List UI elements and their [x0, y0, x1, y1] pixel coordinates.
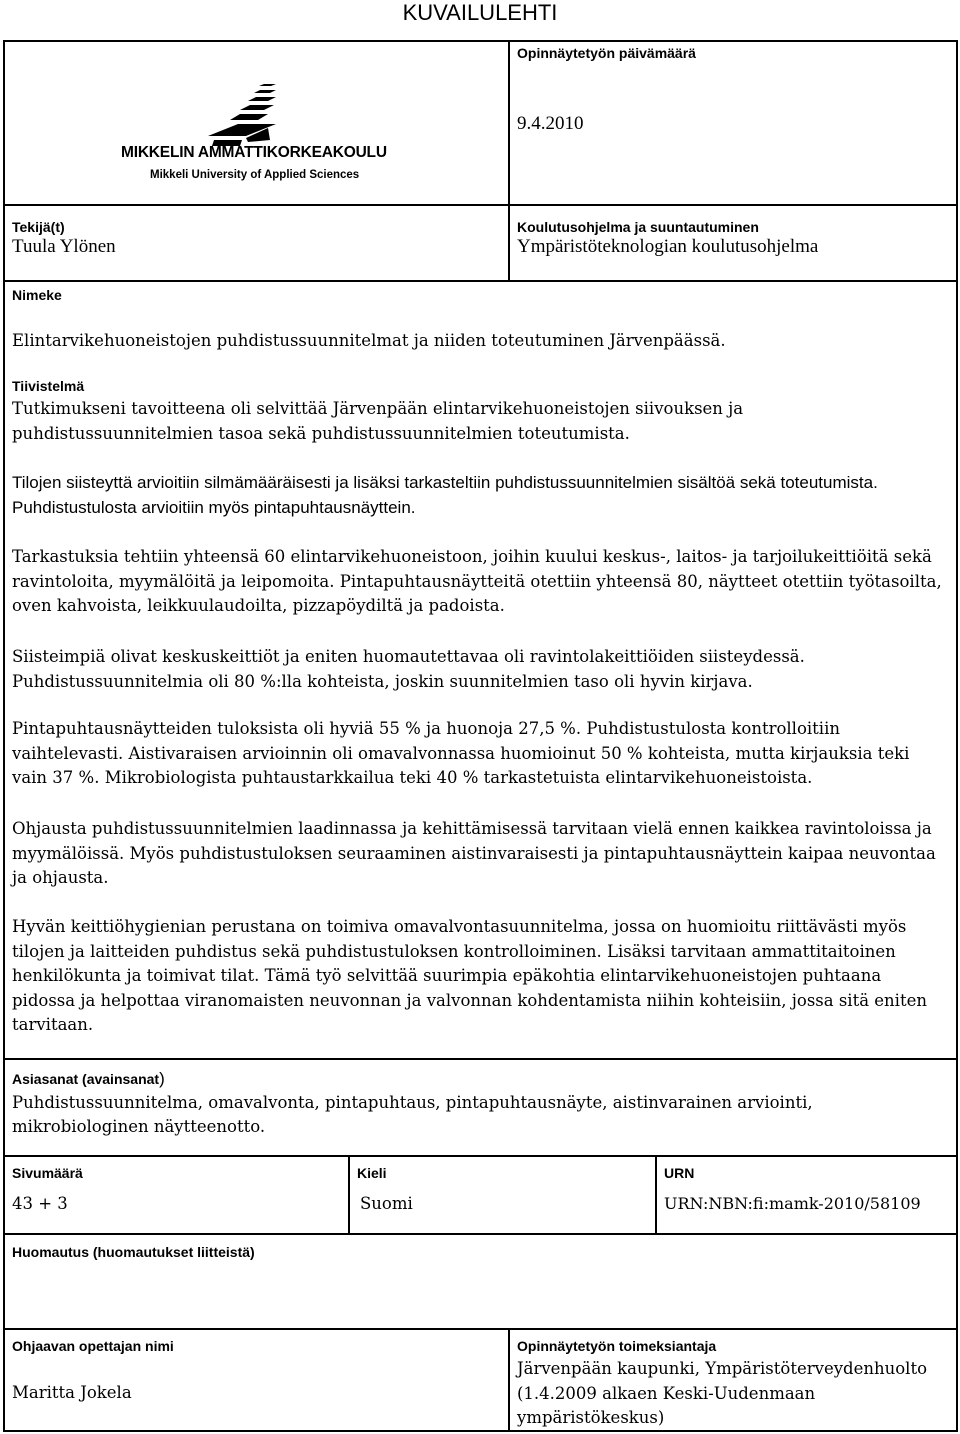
title-label: Nimeke [12, 287, 62, 303]
divider [655, 1155, 657, 1233]
date-label: Opinnäytetyön päivämäärä [517, 45, 696, 61]
divider [3, 1328, 958, 1330]
commissioner-label: Opinnäytetyön toimeksiantaja [517, 1338, 717, 1354]
divider [3, 1155, 958, 1157]
thesis-title: Elintarvikehuoneistojen puhdistussuunnitelmat ja niiden toteutuminen Järvenpäässä. [12, 331, 726, 350]
abstract-paragraph: Ohjausta puhdistussuunnitelmien laadinnassa ja kehittämisessä tarvitaan vielä ennen kaikkea ravintoloissa ja myymälöissä. Myös puhdistustuloksen seuraaminen aistinvaraisesti ja pintapuhtausnäyttein kaipaa neuvontaa ja ohjausta. [12, 819, 936, 887]
commissioner-value: Järvenpään kaupunki, Ympäristöterveydenhuolto (1.4.2009 alkaen Keski-Uudenmaan ympäristökeskus) [517, 1359, 928, 1427]
date-value: 9.4.2010 [517, 113, 584, 134]
abstract-paragraph: Hyvän keittiöhygienian perustana on toimiva omavalvontasuunnitelma, jossa on huomioitu riittävästi myös tilojen ja laitteiden puhdistus sekä puhdistustuloksen kontrolloiminen. Lisäksi tarvitaan ammattitaitoinen henkilökunta ja toimivat tilat. Tämä työ selvittää suurimpia epäkohtia elintarvikehuoneistojen puhtaana pidossa ja helpottaa viranomaisten neuvonnan ja valvonnan kohdentamista niihin kohteisiin, jossa sitä eniten tarvitaan. [12, 917, 927, 1034]
divider [3, 1233, 958, 1235]
author-label: Tekijä(t) [12, 219, 65, 235]
divider [508, 1328, 510, 1432]
supervisor-label: Ohjaavan opettajan nimi [12, 1338, 174, 1354]
keywords-label-paren: ) [159, 1069, 165, 1088]
programme-label: Koulutusohjelma ja suuntautuminen [517, 219, 759, 235]
divider [348, 1155, 350, 1233]
logo-subtitle: Mikkeli University of Applied Sciences [150, 169, 360, 181]
keywords-label-text: Asiasanat (avainsanat [12, 1071, 160, 1087]
page-title: KUVAILULEHTI [402, 0, 558, 25]
keywords-value: Puhdistussuunnitelma, omavalvonta, pintapuhtaus, pintapuhtausnäyte, aistinvarainen arviointi, mikrobiologinen näytteenotto. [12, 1093, 813, 1136]
language-label: Kieli [357, 1165, 387, 1181]
abstract-paragraph: Tarkastuksia tehtiin yhteensä 60 elintarvikehuoneistoon, joihin kuului keskus-, laitos- ja tarjoilukeittiöitä sekä ravintoloita, myymälöitä ja leipomoita. Pintapuhtausnäytteitä otettiin yhteensä 80, näytteet otettiin työtasoilta, oven kahvoista, leikkuulaudoilta, pizzapöydiltä ja padoista. [12, 547, 942, 615]
author-value: Tuula Ylönen [12, 236, 116, 257]
notes-label: Huomautus (huomautukset liitteistä) [12, 1244, 255, 1260]
divider [3, 204, 958, 206]
supervisor-value: Maritta Jokela [12, 1383, 132, 1402]
pages-label: Sivumäärä [12, 1165, 83, 1181]
urn-label: URN [664, 1165, 695, 1181]
divider [3, 1058, 958, 1060]
abstract-paragraph: Tilojen siisteyttä arvioitiin silmämääräisesti ja lisäksi tarkasteltiin puhdistussuunnitelmien sisältöä sekä toteutumista. Puhdistustulosta arvioitiin myös pintapuhtausnäyttein. [12, 473, 878, 517]
urn-value: URN:NBN:fi:mamk-2010/58109 [664, 1194, 921, 1213]
language-value: Suomi [360, 1194, 413, 1213]
abstract-paragraph: Pintapuhtausnäytteiden tuloksista oli hyviä 55 % ja huonoja 27,5 %. Puhdistustulosta kontrolloitiin vaihtelevasti. Aistivaraisen arvioinnin oli omavalvonnassa huomioinut 50 % kohteista, mutta kirjauksia teki vain 37 %. Mikrobiologista puhtaustarkkailua teki 40 % tarkastetuista elintarvikehuoneistoista. [12, 719, 910, 787]
divider [3, 280, 958, 282]
programme-value: Ympäristöteknologian koulutusohjelma [517, 236, 819, 257]
keywords-label [12, 1070, 165, 1088]
abstract-paragraph: Siisteimpiä olivat keskuskeittiöt ja eniten huomautettavaa oli ravintolakeittiöiden siisteydessä. Puhdistussuunnitelmia oli 80 %:lla kohteista, joskin suunnitelmien taso oli hyvin kirjava. [12, 647, 805, 691]
logo-name: MIKKELIN AMMATTIKORKEAKOULU [121, 144, 387, 161]
divider [508, 40, 510, 280]
abstract-label: Tiivistelmä [12, 378, 85, 394]
pages-value: 43 + 3 [12, 1194, 68, 1213]
abstract-paragraph: Tutkimukseni tavoitteena oli selvittää Järvenpään elintarvikehuoneistojen siivouksen ja puhdistussuunnitelmien tasoa sekä puhdistussuunnitelmien toteutumista. [12, 399, 744, 443]
